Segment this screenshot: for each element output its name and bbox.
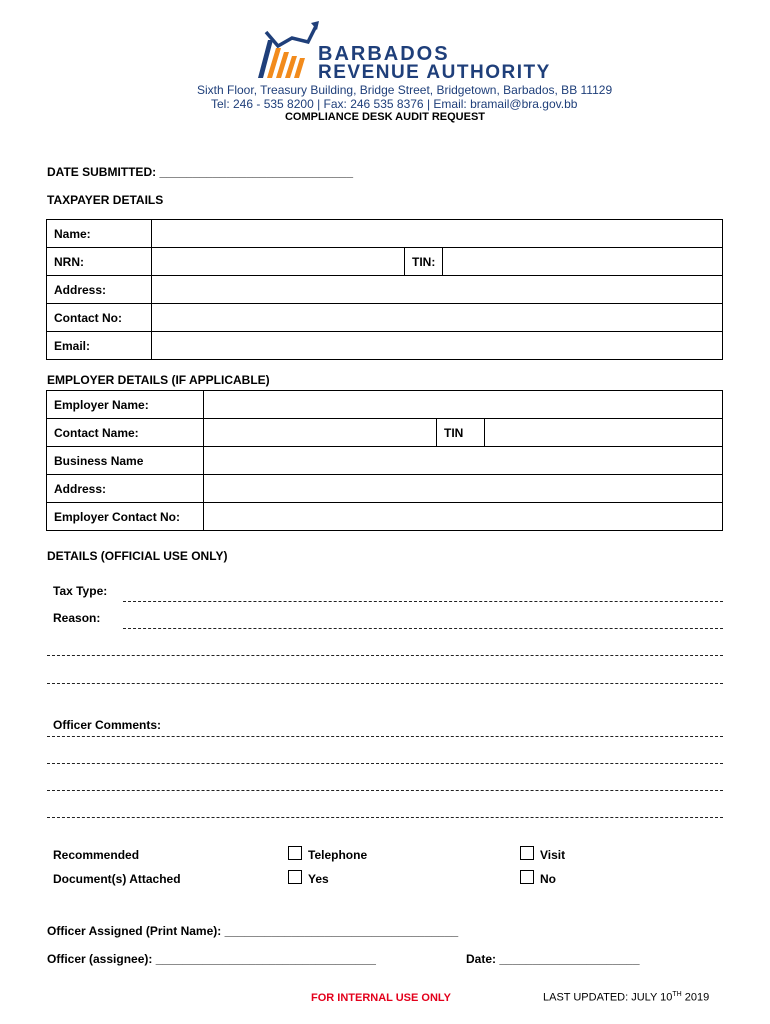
documents-label: Document(s) Attached [53,872,181,886]
comments-line[interactable] [47,763,723,764]
yes-checkbox[interactable] [288,870,302,884]
table-row [47,332,723,360]
telephone-checkbox[interactable] [288,846,302,860]
last-updated: LAST UPDATED: JULY 10TH 2019 [543,991,710,1004]
table-row [47,248,723,276]
yes-label: Yes [308,872,329,886]
table-row [47,447,723,475]
employer-address-field[interactable] [204,475,723,503]
table-row [47,391,723,419]
business-name-field[interactable] [204,447,723,475]
bra-logo-icon [256,20,320,80]
reason-line[interactable] [47,683,723,684]
no-label: No [540,872,556,886]
address-line: Sixth Floor, Treasury Building, Bridge Street, Bridgetown, Barbados, BB 11129 [197,83,613,97]
comments-line[interactable] [47,736,723,737]
visit-label: Visit [540,848,566,862]
officer-comments-label: Officer Comments: [53,718,162,732]
employer-address-label: Address: [47,475,204,503]
taxpayer-heading: TAXPAYER DETAILS [47,193,164,207]
tax-type-label: Tax Type: [53,584,108,598]
address-field[interactable] [152,276,723,304]
employer-tin-label: TIN [437,419,485,447]
employer-contact-field[interactable] [204,503,723,531]
address-label: Address: [47,276,152,304]
contact-no-field[interactable] [152,304,723,332]
table-row [47,503,723,531]
table-row [47,304,723,332]
officer-assignee-label: Officer (assignee): _________________________________ [47,952,376,966]
tin-field[interactable] [443,248,723,276]
comments-line[interactable] [47,790,723,791]
telephone-label: Telephone [308,848,368,862]
employer-table [46,390,723,531]
officer-assignee-field[interactable]: _________________________________ [155,952,376,966]
tax-type-line[interactable] [123,601,723,602]
contact-line: Tel: 246 - 535 8200 | Fax: 246 535 8376 | Email: bramail@bra.gov.bb [211,97,578,111]
contact-no-label: Contact No: [47,304,152,332]
employer-heading: EMPLOYER DETAILS (IF APPLICABLE) [47,373,270,387]
email-field[interactable] [152,332,723,360]
contact-name-label: Contact Name: [47,419,204,447]
logo-line-2: REVENUE AUTHORITY [318,62,551,83]
officer-assigned-label: Officer Assigned (Print Name): ___________________________________ [47,924,459,938]
employer-name-field[interactable] [204,391,723,419]
logo-line-1: BARBADOS [318,43,450,65]
email-label: Email: [47,332,152,360]
form-title: COMPLIANCE DESK AUDIT REQUEST [284,111,486,123]
visit-checkbox[interactable] [520,846,534,860]
tin-label: TIN: [405,248,443,276]
date-submitted-field[interactable]: _____________________________ [159,165,353,179]
nrn-label: NRN: [47,248,152,276]
reason-line[interactable] [47,655,723,656]
employer-contact-label: Employer Contact No: [47,503,204,531]
reason-label: Reason: [53,611,101,625]
date-field[interactable]: _____________________ [499,952,640,966]
table-row [47,419,723,447]
table-row [47,220,723,248]
date-label: Date: _____________________ [466,952,640,966]
officer-assigned-field[interactable]: ___________________________________ [224,924,459,938]
official-heading: DETAILS (OFFICIAL USE ONLY) [47,549,228,563]
nrn-field[interactable] [152,248,405,276]
contact-name-field[interactable] [204,419,437,447]
taxpayer-table [46,219,723,360]
comments-line[interactable] [47,817,723,818]
internal-use-notice: FOR INTERNAL USE ONLY [311,992,451,1004]
reason-line[interactable] [123,628,723,629]
name-field[interactable] [152,220,723,248]
employer-tin-field[interactable] [485,419,723,447]
table-row [47,475,723,503]
no-checkbox[interactable] [520,870,534,884]
employer-name-label: Employer Name: [47,391,204,419]
recommended-label: Recommended [53,848,140,862]
date-submitted-label: DATE SUBMITTED: _____________________________ [47,165,353,179]
table-row [47,276,723,304]
business-name-label: Business Name [47,447,204,475]
name-label: Name: [47,220,152,248]
